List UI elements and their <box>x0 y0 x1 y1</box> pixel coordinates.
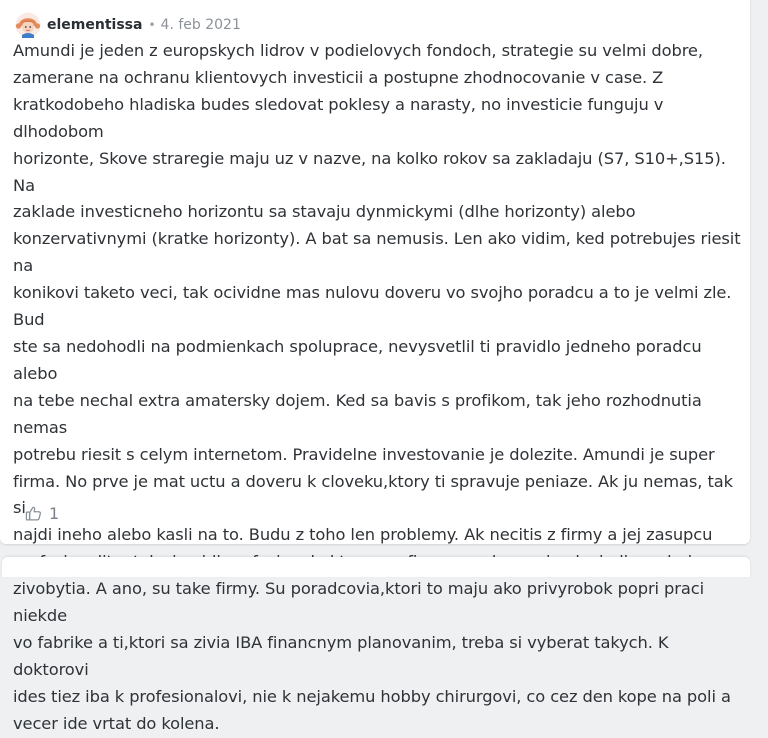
like-count: 1 <box>49 504 60 523</box>
comment-line: horizonte, Skove straregie maju uz v nazve, na kolko rokov sa zakladaju (S7, S10+,S15). Na <box>13 148 726 195</box>
next-comment-card <box>2 557 750 577</box>
header-separator: • <box>148 18 156 32</box>
comment-line: konikovi taketo veci, tak ocividne mas nulovu doveru vo svojho poradcu a to je velmi zle. Bud <box>13 283 732 330</box>
comment-line: ides tiez iba k profesionalovi, nie k nejakemu hobby chirurgovi, co cez den kope na poli a <box>13 686 731 706</box>
comment-author[interactable]: elementissa <box>47 17 143 33</box>
comment-line: zaklade investicneho horizontu sa stavaju dynmickymi (dlhe horizonty) alebo <box>13 202 636 222</box>
comment-header <box>15 11 241 39</box>
comment-line: firma. No prve je mat uctu a doveru k cloveku,ktory ti spravuje peniaze. Ak ju nemas, tak si <box>13 471 733 518</box>
comment-line: zamerane na ochranu klientovych investicii a postupne zhodnocovanie v case. Z <box>13 67 664 87</box>
comment-line: na tebe nechal extra amatersky dojem. Ked sa bavis s profikom, tak jeho rozhodnutia nemas <box>13 390 702 437</box>
comment-date: 4. feb 2021 <box>160 17 241 33</box>
comment-line: ste sa nedohodli na podmienkach spoluprace, nevysvetlil ti pravidlo jedneho poradcu alebo <box>13 336 702 383</box>
comment-line: vecer ide vrtat do kolena. <box>13 713 220 733</box>
comment-line: kratkodobeho hladiska budes sledovat poklesy a narasty, no investicie funguju v dlhodobom <box>13 94 664 141</box>
comment-line: potrebu riesit s celym internetom. Pravidelne investovanie je dolezite. Amundi je super <box>13 444 715 464</box>
girl-avatar-icon[interactable] <box>15 12 41 38</box>
comment-body <box>13 38 743 738</box>
comment-line: vo fabrike a ti,ktori sa zivia IBA financnym planovanim, treba si vyberat takych. K doktorovi <box>13 632 669 679</box>
comment-line: konzervativnymi (kratke horizonty). A bat sa nemusis. Len ako vidim, ked potrebujes riesit na <box>13 229 741 276</box>
comment-line: Amundi je jeden z europskych lidrov v podielovych fondoch, strategie su velmi dobre, <box>13 41 703 60</box>
comment-line: zivobytia. A ano, su take firmy. Su poradcovia,ktori to maju ako privyrobok popri praci niekde <box>13 579 705 626</box>
comment-line: najdi ineho alebo kasli na to. Budu z toho len problemy. Ak necitis z firmy a jej zasupcu <box>13 525 713 545</box>
thumbs-up-icon <box>25 505 42 522</box>
like-button[interactable] <box>25 504 59 523</box>
